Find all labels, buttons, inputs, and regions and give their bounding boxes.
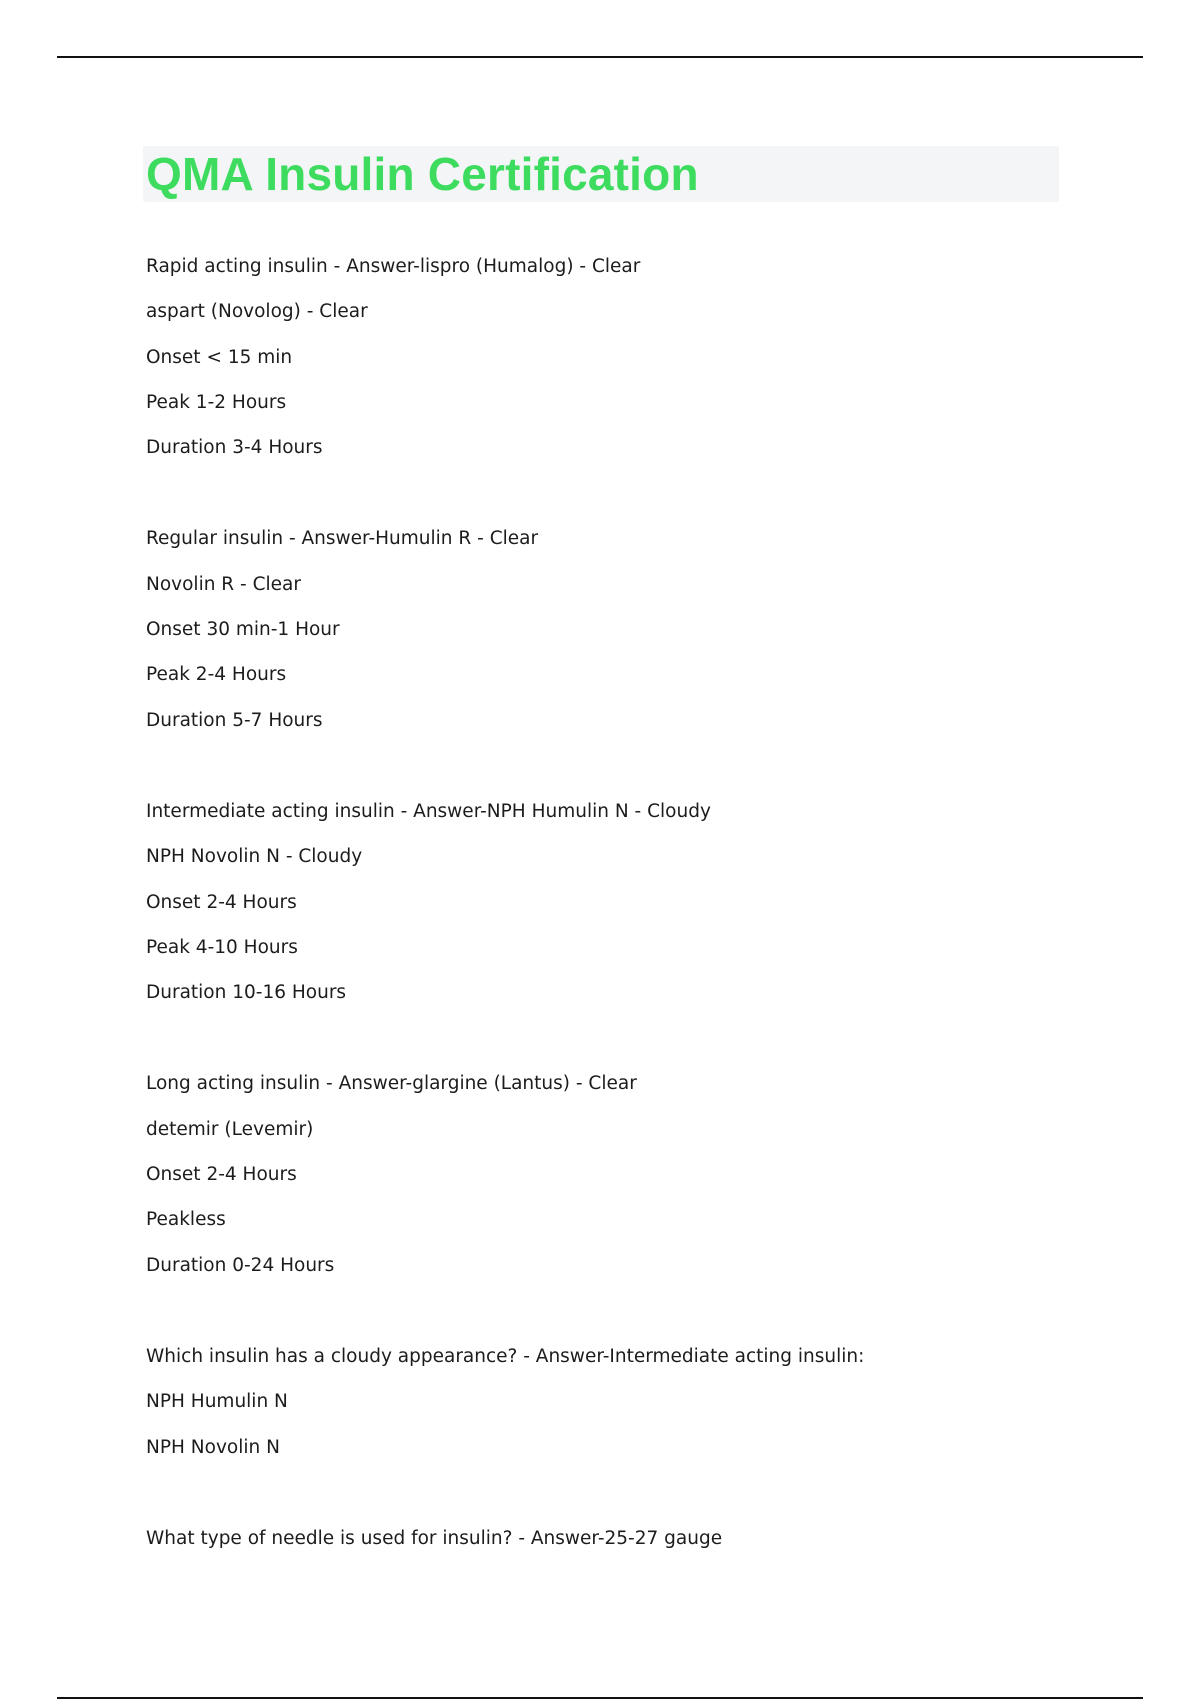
qa-line: Duration 10-16 Hours: [146, 982, 347, 1004]
qa-section-needle-type: [146, 1516, 1106, 1561]
qa-section-cloudy-appearance: [146, 1334, 1106, 1470]
qa-line: Onset 30 min-1 Hour: [146, 619, 340, 641]
qa-section-rapid-acting: [146, 244, 1106, 470]
qa-line: Intermediate acting insulin - Answer-NPH Humulin N - Cloudy: [146, 800, 711, 822]
qa-line: NPH Novolin N - Cloudy: [146, 846, 363, 868]
qa-line: Duration 5-7 Hours: [146, 709, 323, 731]
qa-line: Onset < 15 min: [146, 346, 293, 368]
qa-line: Duration 0-24 Hours: [146, 1254, 335, 1276]
qa-line: detemir (Levemir): [146, 1118, 314, 1140]
qa-line: Peak 1-2 Hours: [146, 391, 287, 413]
qa-line: Peak 4-10 Hours: [146, 936, 298, 958]
qa-line: Peakless: [146, 1209, 226, 1231]
qa-line: Onset 2-4 Hours: [146, 891, 297, 913]
qa-section-regular: [146, 516, 1106, 742]
page-title: QMA Insulin Certification: [146, 148, 699, 200]
bottom-rule: [57, 1697, 1143, 1699]
qa-line: Regular insulin - Answer-Humulin R - Clear: [146, 528, 539, 550]
qa-line: NPH Novolin N: [146, 1436, 280, 1458]
qa-section-long-acting: [146, 1061, 1106, 1287]
document-body: [146, 244, 1106, 1607]
top-rule: [57, 56, 1143, 58]
qa-line: What type of needle is used for insulin? - Answer-25-27 gauge: [146, 1527, 723, 1549]
qa-line: aspart (Novolog) - Clear: [146, 301, 368, 323]
qa-line: Long acting insulin - Answer-glargine (Lantus) - Clear: [146, 1073, 637, 1095]
qa-line: NPH Humulin N: [146, 1391, 288, 1413]
qa-line: Duration 3-4 Hours: [146, 437, 323, 459]
qa-section-intermediate-acting: [146, 789, 1106, 1015]
qa-line: Onset 2-4 Hours: [146, 1164, 297, 1186]
qa-line: Which insulin has a cloudy appearance? - Answer-Intermediate acting insulin:: [146, 1345, 865, 1367]
qa-line: Novolin R - Clear: [146, 573, 301, 595]
qa-line: Peak 2-4 Hours: [146, 664, 287, 686]
qa-line: Rapid acting insulin - Answer-lispro (Humalog) - Clear: [146, 256, 641, 277]
